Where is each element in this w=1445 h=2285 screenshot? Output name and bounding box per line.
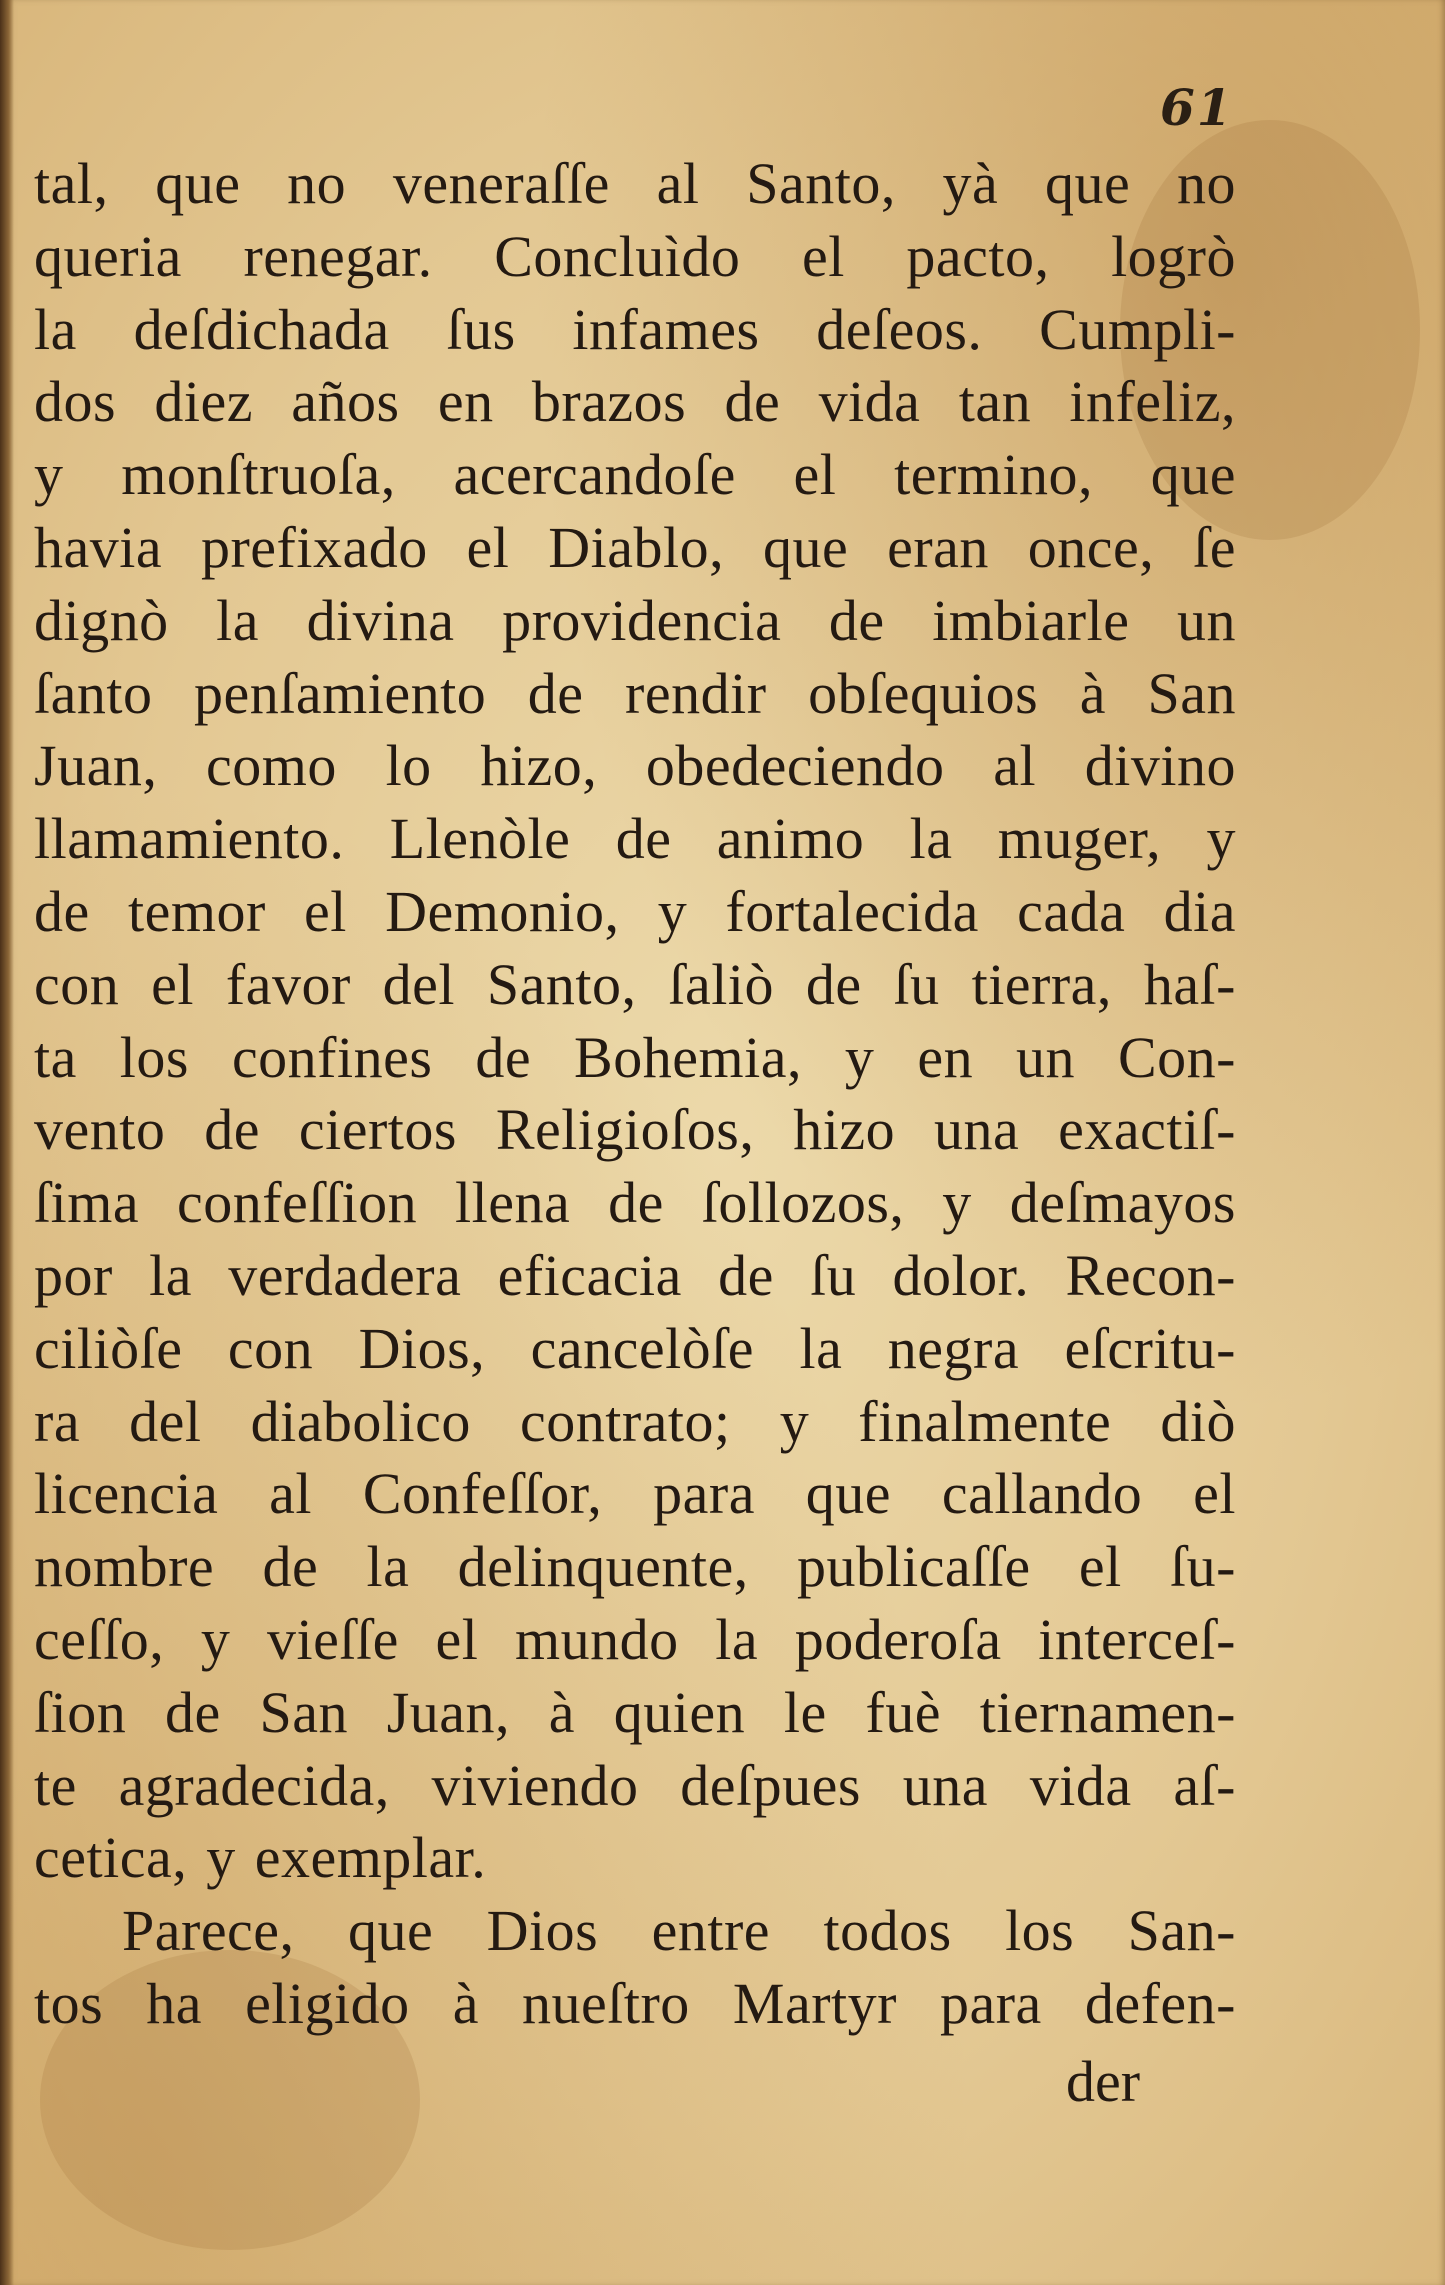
text-line: dignò la divina providencia de imbiarle un xyxy=(34,587,1236,653)
catchword: der xyxy=(1066,2049,1141,2114)
text-line: tal, que no veneraſſe al Santo, yà que no xyxy=(34,151,1236,216)
text-line: ſanto penſamiento de rendir obſequios à San xyxy=(34,660,1236,726)
text-line: cetica, y exemplar. xyxy=(34,1825,487,1891)
text-line: ciliòſe con Dios, cancelòſe la negra eſcritu- xyxy=(34,1315,1236,1381)
text-line: tos ha eligido à nueſtro Martyr para defen- xyxy=(34,1970,1236,2036)
text-line: vento de ciertos Religioſos, hizo una exactiſ- xyxy=(34,1097,1236,1163)
text-line: queria renegar. Concluìdo el pacto, logrò xyxy=(34,223,1236,289)
page-number: 61 xyxy=(1160,78,1234,137)
text-line: y monſtruoſa, acercandoſe el termino, que xyxy=(34,442,1236,508)
text-line: por la verdadera eficacia de ſu dolor. Recon- xyxy=(34,1242,1236,1308)
text-line: de temor el Demonio, y fortalecida cada dia xyxy=(34,878,1236,944)
text-line: llamamiento. Llenòle de animo la muger, y xyxy=(34,806,1236,872)
text-line: nombre de la delinquente, publicaſſe el ſu- xyxy=(34,1534,1236,1600)
text-line: havia prefixado el Diablo, que eran once, ſe xyxy=(34,514,1236,580)
paragraph-start-line: Parece, que Dios entre todos los San- xyxy=(122,1898,1236,1964)
text-line: Juan, como lo hizo, obedeciendo al divino xyxy=(34,733,1236,799)
page-binding-edge xyxy=(0,0,14,2285)
text-line: ſima confeſſion llena de ſollozos, y deſmayos xyxy=(34,1170,1236,1236)
body-text xyxy=(34,148,1236,2041)
text-line: ſion de San Juan, à quien le fuè tiernamen- xyxy=(34,1679,1236,1745)
text-line: te agradecida, viviendo deſpues una vida aſ- xyxy=(34,1752,1236,1818)
text-line: licencia al Confeſſor, para que callando el xyxy=(34,1461,1236,1527)
text-line: dos diez años en brazos de vida tan infeliz, xyxy=(34,369,1236,435)
text-line: con el favor del Santo, ſaliò de ſu tierra, haſ- xyxy=(34,951,1236,1017)
text-line: la deſdichada ſus infames deſeos. Cumpli- xyxy=(34,296,1236,362)
text-line: ta los confines de Bohemia, y en un Con- xyxy=(34,1024,1236,1090)
text-line: ra del diabolico contrato; y finalmente diò xyxy=(34,1388,1236,1454)
text-line: ceſſo, y vieſſe el mundo la poderoſa interceſ- xyxy=(34,1606,1236,1672)
